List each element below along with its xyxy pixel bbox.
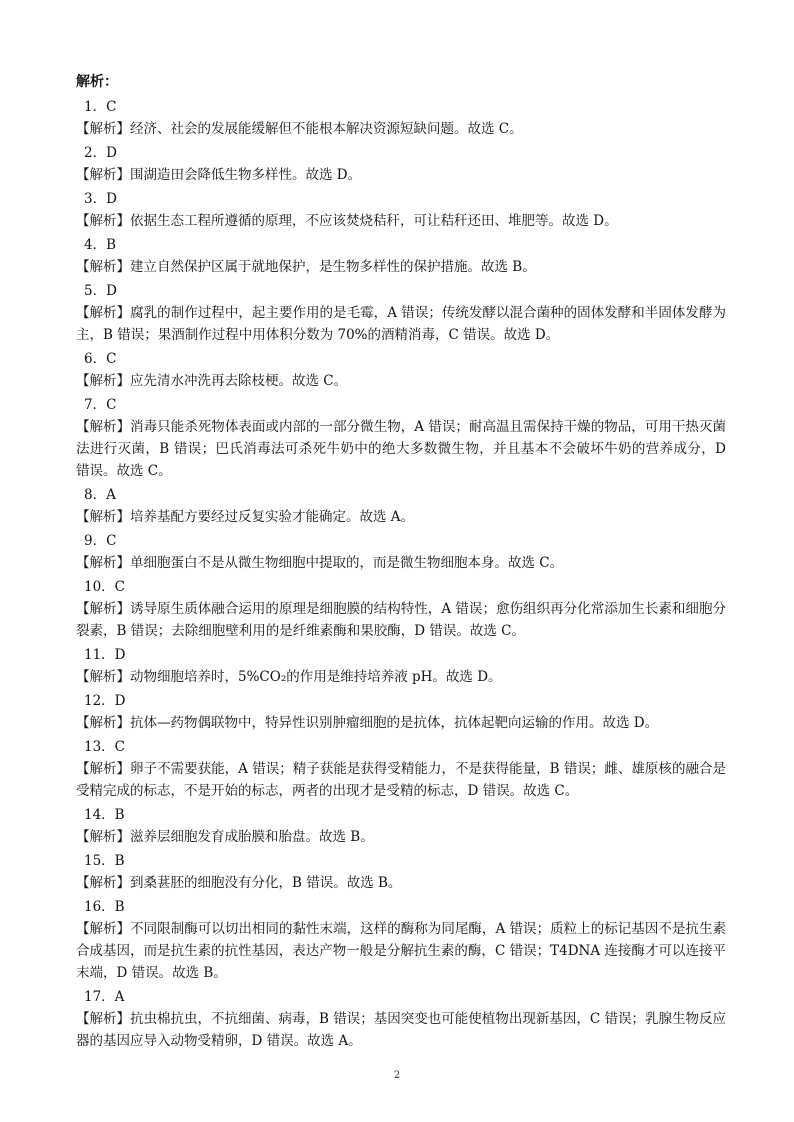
answer-explanation: 【解析】围湖造田会降低生物多样性。故选 D。 [76, 167, 362, 183]
answer-item [76, 850, 726, 894]
answer-item [76, 804, 726, 848]
answer-explanation: 【解析】到桑葚胚的细胞没有分化，B 错误。故选 B。 [76, 875, 402, 891]
answer-number: 12．D [84, 693, 126, 709]
answer-list [76, 96, 726, 1052]
answer-item [76, 644, 726, 688]
answer-item [76, 896, 726, 984]
answer-explanation: 【解析】单细胞蛋白不是从微生物细胞中提取的，而是微生物细胞本身。故选 C。 [76, 555, 564, 571]
answer-number: 10．C [84, 579, 126, 595]
answer-number: 9．C [84, 533, 117, 549]
answer-item [76, 530, 726, 574]
answer-explanation: 【解析】抗虫棉抗虫，不抗细菌、病毒，B 错误；基因突变也可能使植物出现新基因，C 错误；乳腺生物反应器的基因应导入动物受精卵，D 错误。故选 A。 [76, 1011, 726, 1049]
answer-explanation: 【解析】建立自然保护区属于就地保护，是生物多样性的保护措施。故选 B。 [76, 259, 536, 275]
answer-explanation: 【解析】依据生态工程所遵循的原理，不应该焚烧秸秆，可让秸秆还田、堆肥等。故选 D。 [76, 213, 618, 229]
answer-explanation: 【解析】培养基配方要经过反复实验才能确定。故选 A。 [76, 509, 415, 525]
answer-item [76, 484, 726, 528]
answer-explanation: 【解析】卵子不需要获能，A 错误；精子获能是获得受精能力，不是获得能量，B 错误；雌、雄原核的融合是受精完成的标志，不是开始的标志，两者的出现才是受精的标志，D 错误。故选 C。 [76, 761, 726, 799]
answer-item [76, 348, 726, 392]
answer-item [76, 986, 726, 1052]
answer-explanation: 【解析】抗体—药物偶联物中，特异性识别肿瘤细胞的是抗体，抗体起靶向运输的作用。故选 D。 [76, 715, 659, 731]
answer-explanation: 【解析】腐乳的制作过程中，起主要作用的是毛霉，A 错误；传统发酵以混合菌种的固体发酵和半固体发酵为主，B 错误；果酒制作过程中用体积分数为 70%的酒精消毒，C 错误。故选 D。 [76, 305, 726, 343]
answer-number: 14．B [84, 807, 125, 823]
answer-number: 7．C [84, 397, 117, 413]
answer-number: 13．C [84, 739, 126, 755]
answer-explanation: 【解析】经济、社会的发展能缓解但不能根本解决资源短缺问题。故选 C。 [76, 121, 523, 137]
answer-item [76, 280, 726, 346]
answer-item [76, 142, 726, 186]
answer-item [76, 394, 726, 482]
answer-number: 15．B [84, 853, 125, 869]
section-heading: 解析： [76, 74, 118, 90]
answer-number: 5．D [84, 283, 117, 299]
answer-item [76, 736, 726, 802]
answer-explanation: 【解析】滋养层细胞发育成胎膜和胎盘。故选 B。 [76, 829, 374, 845]
answer-number: 8．A [84, 487, 116, 503]
answer-explanation: 【解析】诱导原生质体融合运用的原理是细胞膜的结构特性，A 错误；愈伤组织再分化常添加生长素和细胞分裂素，B 错误；去除细胞壁利用的是纤维素酶和果胶酶，D 错误。故选 C。 [76, 601, 726, 639]
document-page [76, 72, 726, 1054]
answer-number: 17．A [84, 989, 125, 1005]
answer-explanation: 【解析】应先清水冲洗再去除枝梗。故选 C。 [76, 373, 348, 389]
answer-number: 16．B [84, 899, 125, 915]
answer-item [76, 576, 726, 642]
answer-number: 11．D [84, 647, 126, 663]
answer-item [76, 234, 726, 278]
answer-explanation: 【解析】不同限制酶可以切出相同的黏性末端，这样的酶称为同尾酶，A 错误；质粒上的标记基因不是抗生素合成基因，而是抗生素的抗性基因，表达产物一般是分解抗生素的酶，C 错误；T4DNA 连接酶才可以连接平末端，D 错误。故选 B。 [76, 921, 726, 981]
answer-number: 1．C [84, 99, 117, 115]
answer-number: 3．D [84, 191, 117, 207]
answer-item [76, 96, 726, 140]
answer-item [76, 188, 726, 232]
answer-explanation: 【解析】动物细胞培养时，5%CO₂的作用是维持培养液 pH。故选 D。 [76, 669, 502, 685]
answer-explanation: 【解析】消毒只能杀死物体表面或内部的一部分微生物，A 错误；耐高温且需保持干燥的物品，可用干热灭菌法进行灭菌，B 错误；巴氏消毒法可杀死牛奶中的绝大多数微生物，并且基本不会破坏牛奶的营养成分，D 错误。故选 C。 [76, 419, 726, 479]
page-number: 2 [393, 1070, 401, 1081]
answer-item [76, 690, 726, 734]
answer-number: 2．D [84, 145, 117, 161]
answer-number: 4．B [84, 237, 117, 253]
answer-number: 6．C [84, 351, 117, 367]
